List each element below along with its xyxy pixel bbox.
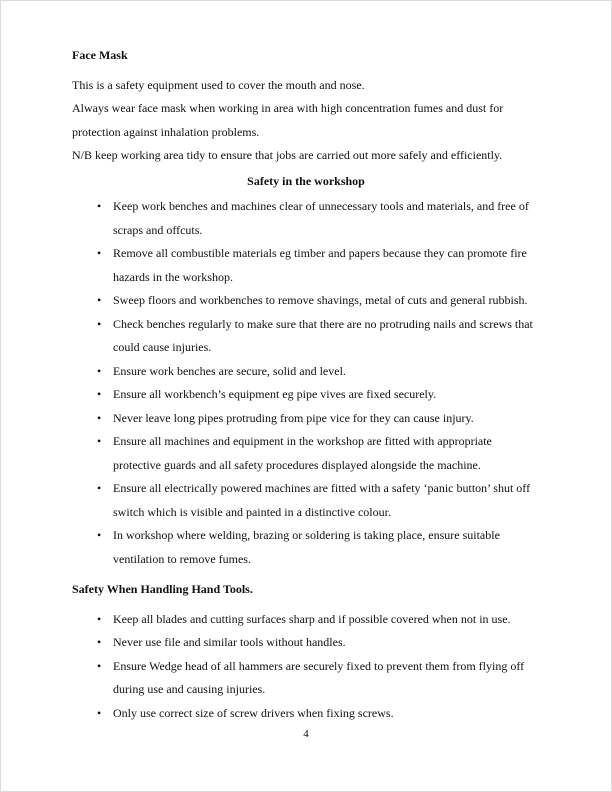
hand-tools-bullet-list [72, 608, 540, 726]
workshop-safety-bullet-item: • Never leave long pipes protruding from pipe vice for they can cause injury. [72, 407, 540, 431]
workshop-safety-bullet-item: • Remove all combustible materials eg timber and papers because they can promote fire hazards in the workshop. [72, 242, 540, 289]
workshop-safety-bullet-item: • Ensure all electrically powered machines are fitted with a safety ‘panic button’ shut off switch which is visible and painted in a distinctive colour. [72, 477, 540, 524]
workshop-safety-bullet-item: • Keep work benches and machines clear of unnecessary tools and materials, and free of scraps and offcuts. [72, 195, 540, 242]
hand-tools-bullet-item: • Never use file and similar tools without handles. [72, 631, 540, 655]
workshop-safety-heading: Safety in the workshop [247, 173, 365, 188]
workshop-safety-bullet-item: • Ensure all workbench’s equipment eg pipe vives are fixed securely. [72, 383, 540, 407]
face-mask-paragraph-2: Always wear face mask when working in area with high concentration fumes and dust for protection against inhalation problems. [72, 101, 504, 139]
hand-tools-bullet-item: • Keep all blades and cutting surfaces sharp and if possible covered when not in use. [72, 608, 540, 632]
hand-tools-bullet-item: • Only use correct size of screw drivers when fixing screws. [72, 702, 540, 726]
workshop-safety-bullet-list [72, 195, 540, 571]
workshop-safety-bullet-item: • In workshop where welding, brazing or soldering is taking place, ensure suitable ventilation to remove fumes. [72, 524, 540, 571]
face-mask-paragraph-3: N/B keep working area tidy to ensure that jobs are carried out more safely and efficiently. [72, 148, 503, 162]
face-mask-paragraph-1: This is a safety equipment used to cover the mouth and nose. [72, 77, 365, 92]
workshop-safety-bullet-item: • Ensure work benches are secure, solid and level. [72, 360, 540, 384]
hand-tools-bullet-item: • Ensure Wedge head of all hammers are securely fixed to prevent them from flying off during use and causing injuries. [72, 655, 540, 702]
hand-tools-heading: Safety When Handling Hand Tools. [72, 582, 253, 596]
page-number: 4 [303, 728, 309, 740]
face-mask-heading: Face Mask [72, 48, 128, 62]
workshop-safety-bullet-item: • Sweep floors and workbenches to remove shavings, metal of cuts and general rubbish. [72, 289, 540, 313]
workshop-safety-bullet-item: • Ensure all machines and equipment in the workshop are fitted with appropriate protective guards and all safety procedures displayed alongside the machine. [72, 430, 540, 477]
workshop-safety-bullet-item: • Check benches regularly to make sure that there are no protruding nails and screws that could cause injuries. [72, 313, 540, 360]
